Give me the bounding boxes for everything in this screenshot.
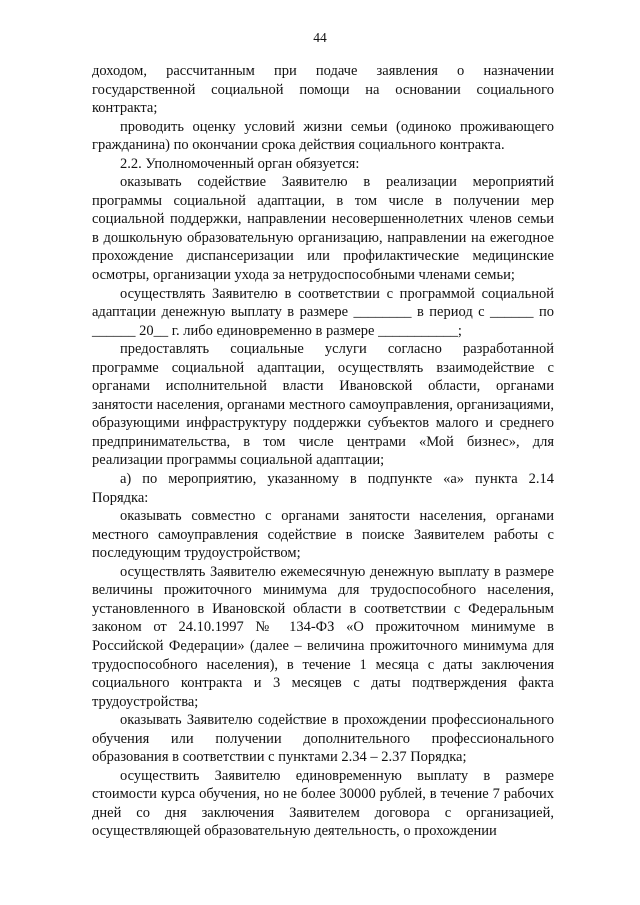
document-body [92,62,554,841]
paragraph: проводить оценку условий жизни семьи (одиноко проживающего гражданина) по окончании срока действия социального контракта. [92,118,554,154]
paragraph: оказывать содействие Заявителю в реализации мероприятий программы социальной адаптации, в том числе в получении мер социальной поддержки, направлении несовершеннолетних членов семьи в дошкольную образовательную организацию, направлении на ежегодное прохождение диспансеризации или профилактические медицинские осмотры, организации ухода за нетрудоспособными членами семьи; [92,174,554,284]
paragraph: а) по мероприятию, указанному в подпункте «а» пункта 2.14 Порядка: [92,471,554,506]
paragraph: осуществлять Заявителю ежемесячную денежную выплату в размере величины прожиточного минимума для трудоспособного населения, установленного в Ивановской области в соответствии с Федеральным законом от 24.10.1997 № 134-ФЗ «О прожиточном минимуме в Российской Федерации» (далее – величина прожиточного минимума для трудоспособного населения), в течение 1 месяца с даты заключения социального контракта и 3 месяцев с даты подтверждения факта трудоустройства; [92,563,554,710]
paragraph: осуществлять Заявителю в соответствии с программой социальной адаптации денежную выплату в размере ________ в период с ______ по ______ 20__ г. либо единовременно в размере ___________; [92,285,554,339]
paragraph: 2.2. Уполномоченный орган обязуется: [120,155,360,172]
paragraph: предоставлять социальные услуги согласно разработанной программе социальной адаптации, осуществлять взаимодействие с органами исполнительной власти Ивановской области, органами занятости населения, органами местного самоуправления, организациями, образующими инфраструктуру поддержки субъектов малого и среднего предпринимательства, в том числе центрами «Мой бизнес», для реализации программы социальной адаптации; [92,341,554,469]
paragraph: оказывать совместно с органами занятости населения, органами местного самоуправления содействие в поиске Заявителем работы с последующим трудоустройством; [92,508,554,562]
paragraph: оказывать Заявителю содействие в прохождении профессионального обучения или получении дополнительного профессионального образования в соответствии с пунктами 2.34 – 2.37 Порядка; [92,712,554,766]
page-number: 44 [313,30,327,45]
paragraph: доходом, рассчитанным при подаче заявления о назначении государственной социальной помощи на основании социального контракта; [92,63,554,117]
paragraph: осуществить Заявителю единовременную выплату в размере стоимости курса обучения, но не более 30000 рублей, в течение 7 рабочих дней со дня заключения Заявителем договора с организацией, осуществляющей образовательную деятельность, о прохождении [92,767,554,840]
